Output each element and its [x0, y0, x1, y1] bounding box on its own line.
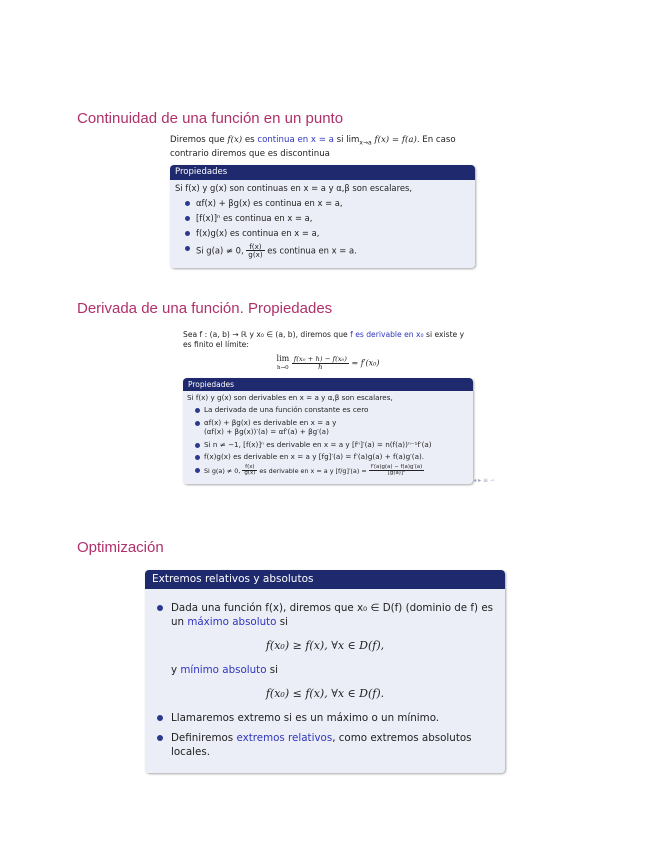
properties-block — [183, 378, 473, 484]
list-item: f(x)g(x) es continua en x = a, — [185, 228, 470, 239]
properties-block — [170, 165, 475, 268]
block-title: Propiedades — [170, 165, 475, 180]
derivative-limit: lim h→0 $\frac{\text{f(x₀ + h) − f(x₀)}}{h}$ = f′(x₀) — [276, 354, 380, 371]
slide-optimizacion — [145, 570, 505, 773]
block-title: Propiedades — [183, 378, 473, 391]
min-definition: y mínimo absoluto si — [171, 664, 278, 676]
list-item: Si g(a) ≠ 0, $\frac{f(x)}{g(x)}$ es continua en x = a. — [185, 243, 470, 259]
definition-text: Sea f : (a, b) → ℝ y x₀ ∈ (a, b), diremos que f es derivable en x₀ si existe y es finito el límite: — [183, 330, 465, 349]
extremos-block — [145, 570, 505, 773]
section-title-continuidad: Continuidad de una función en un punto — [77, 110, 344, 127]
list-item: αf(x) + βg(x) es continua en x = a, — [185, 198, 470, 209]
list-item: αf(x) + βg(x) es derivable en x = a y (αf(x) + βg(x))′(a) = αf′(a) + βg′(a) — [195, 418, 469, 437]
list-item: La derivada de una función constante es cero — [195, 405, 469, 415]
definition-text: Diremos que f(x) es continua en x = a si $\lim_{x\to a} f(x) = f(a)$. En caso contrario diremos que es discontinua — [170, 135, 456, 159]
min-condition: f(x₀) ≤ f(x), ∀x ∈ D(f). — [265, 687, 385, 700]
slide-derivada — [183, 330, 495, 484]
block-body — [170, 180, 475, 268]
list-item: Si g(a) ≠ 0, $\frac{f(x)}{g(x)}$ es derivable en x = a y [f/g]′(a) = $\frac{f'(a)g(a) - f(a)g'(a)}{\text{[g(a)]²}}$ — [195, 465, 469, 477]
block-body — [145, 589, 505, 773]
list-item: [f(x)]ⁿ es continua en x = a, — [185, 213, 470, 224]
list-item: Definiremos extremos relativos, como extremos absolutos locales. — [157, 731, 497, 759]
block-title: Extremos relativos y absolutos — [145, 570, 505, 589]
block-intro: Si f(x) y g(x) son continuas en x = a y α,β son escalares, — [175, 182, 413, 193]
max-condition: f(x₀) ≥ f(x), ∀x ∈ D(f), — [265, 639, 385, 652]
list-item: Si n ≠ −1, [f(x)]ⁿ es derivable en x = a y [fⁿ]′(a) = n(f(a))ⁿ⁻¹f′(a) — [195, 440, 469, 450]
slide-continuidad — [170, 135, 475, 268]
list-item: Dada una función f(x), diremos que x₀ ∈ D(f) (dominio de f) es un máximo absoluto si — [157, 601, 497, 629]
section-title-optimizacion: Optimización — [77, 539, 164, 556]
slide-navigation-icon: ◂ ▸ ≡ ∽ — [473, 476, 495, 484]
block-body — [183, 391, 473, 484]
list-item: Llamaremos extremo si es un máximo o un mínimo. — [157, 711, 497, 725]
section-title-derivada: Derivada de una función. Propiedades — [77, 300, 333, 317]
list-item: f(x)g(x) es derivable en x = a y [fg]′(a) = f′(a)g(a) + f(a)g′(a). — [195, 452, 469, 462]
block-intro: Si f(x) y g(x) son derivables en x = a y α,β son escalares, — [187, 392, 393, 402]
